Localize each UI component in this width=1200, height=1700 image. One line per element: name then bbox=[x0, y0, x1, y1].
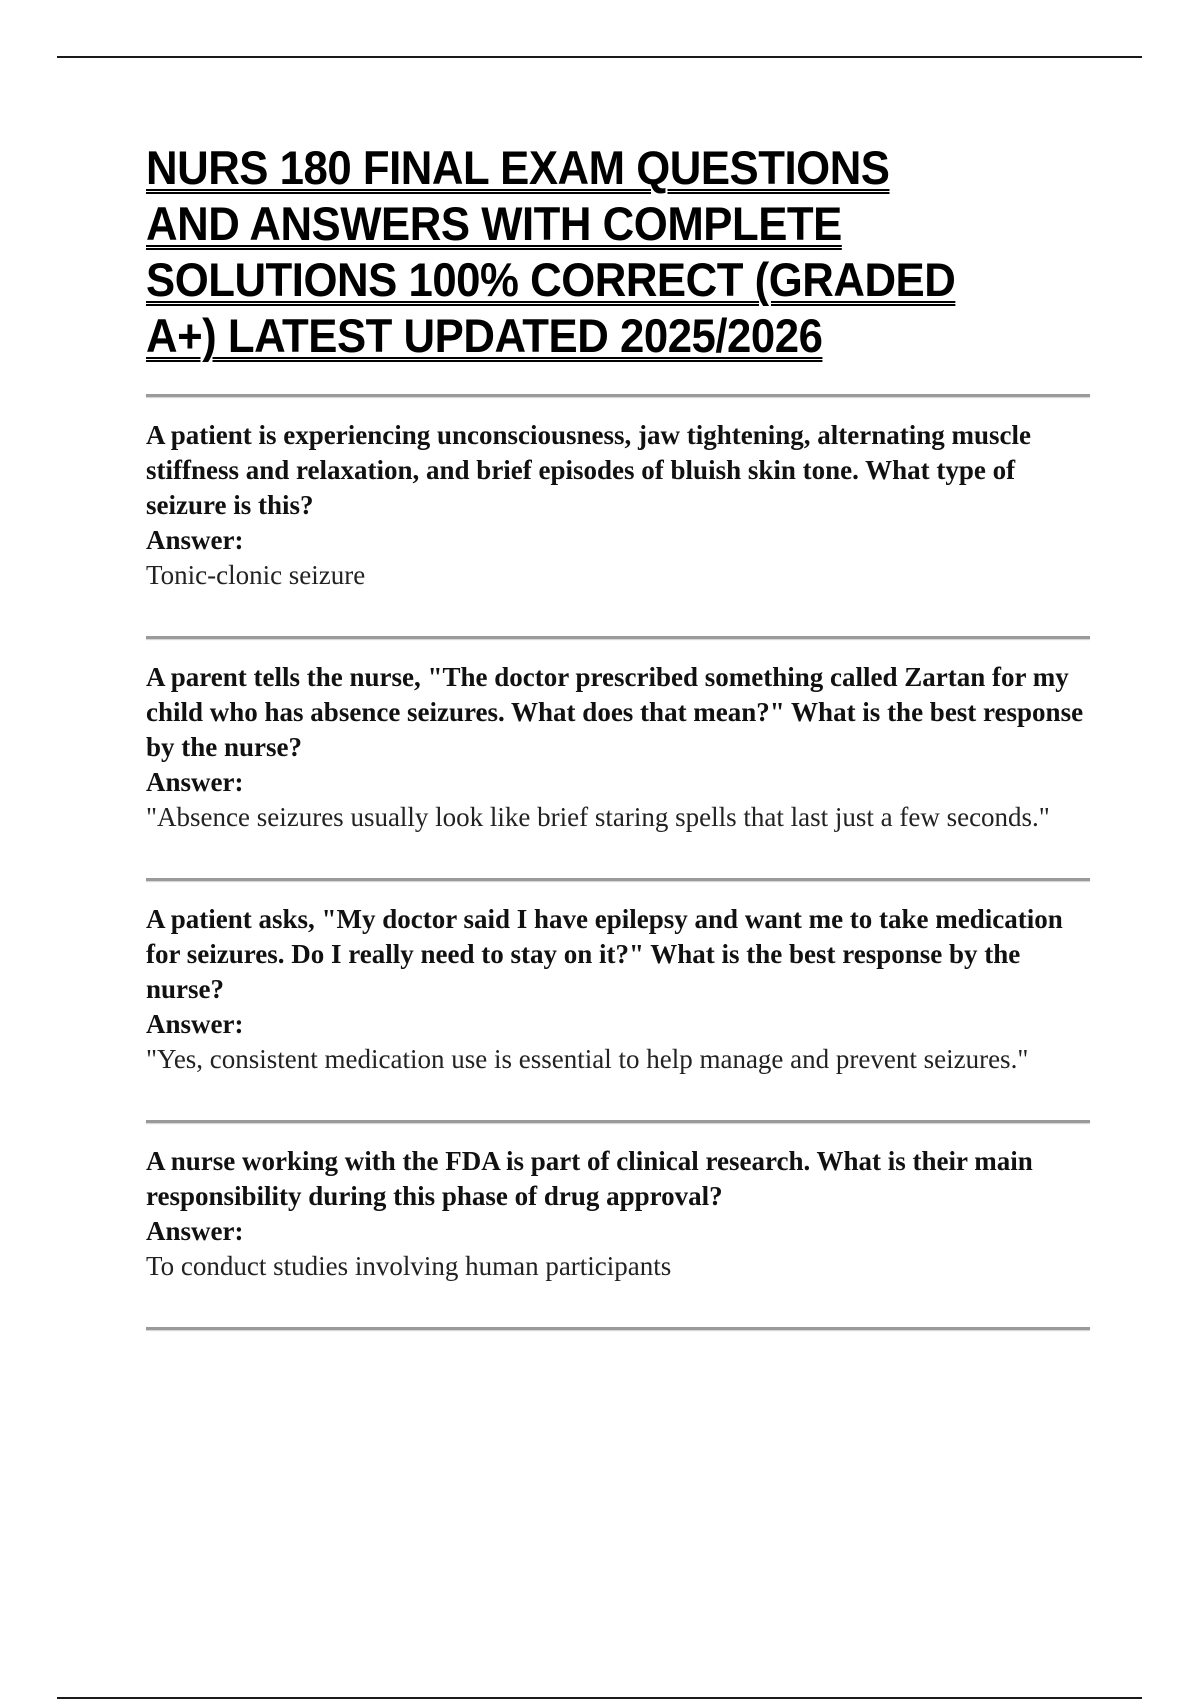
answer-label: Answer: bbox=[146, 767, 244, 797]
qa-item-3 bbox=[146, 902, 1090, 1077]
answer-label: Answer: bbox=[146, 1216, 244, 1246]
question-text: A parent tells the nurse, "The doctor prescribed something called Zartan for my child who has absence seizures. What does that mean?" What is the best response by the nurse? bbox=[146, 662, 1084, 762]
document-title bbox=[146, 140, 1095, 364]
answer-text: To conduct studies involving human participants bbox=[146, 1251, 672, 1281]
answer-label: Answer: bbox=[146, 1009, 244, 1039]
title-line-2: AND ANSWERS WITH COMPLETE bbox=[146, 197, 842, 250]
question-text: A patient is experiencing unconsciousness, jaw tightening, alternating muscle stiffness and relaxation, and brief episodes of bluish skin tone. What type of seizure is this? bbox=[146, 420, 1032, 520]
qa-item-1 bbox=[146, 418, 1090, 593]
answer-text: "Yes, consistent medication use is essential to help manage and prevent seizures." bbox=[146, 1044, 1029, 1074]
title-line-3: SOLUTIONS 100% CORRECT (GRADED bbox=[146, 253, 956, 306]
section-divider bbox=[146, 1327, 1090, 1330]
answer-text: Tonic-clonic seizure bbox=[146, 560, 366, 590]
section-divider bbox=[146, 636, 1090, 639]
answer-label: Answer: bbox=[146, 525, 244, 555]
title-line-4: A+) LATEST UPDATED 2025/2026 bbox=[146, 309, 823, 362]
title-line-1: NURS 180 FINAL EXAM QUESTIONS bbox=[146, 141, 890, 194]
section-divider bbox=[146, 1120, 1090, 1123]
qa-item-2 bbox=[146, 660, 1090, 835]
page-top-rule bbox=[57, 56, 1142, 58]
question-text: A patient asks, "My doctor said I have epilepsy and want me to take medication for seizures. Do I really need to stay on it?" What is the best response by the nurse? bbox=[146, 904, 1063, 1004]
qa-item-4 bbox=[146, 1144, 1090, 1284]
page-bottom-rule bbox=[57, 1697, 1142, 1699]
question-text: A nurse working with the FDA is part of clinical research. What is their main responsibility during this phase of drug approval? bbox=[146, 1146, 1033, 1211]
section-divider bbox=[146, 394, 1090, 397]
answer-text: "Absence seizures usually look like brief staring spells that last just a few seconds." bbox=[146, 802, 1050, 832]
section-divider bbox=[146, 878, 1090, 881]
document-content bbox=[146, 140, 1090, 1330]
